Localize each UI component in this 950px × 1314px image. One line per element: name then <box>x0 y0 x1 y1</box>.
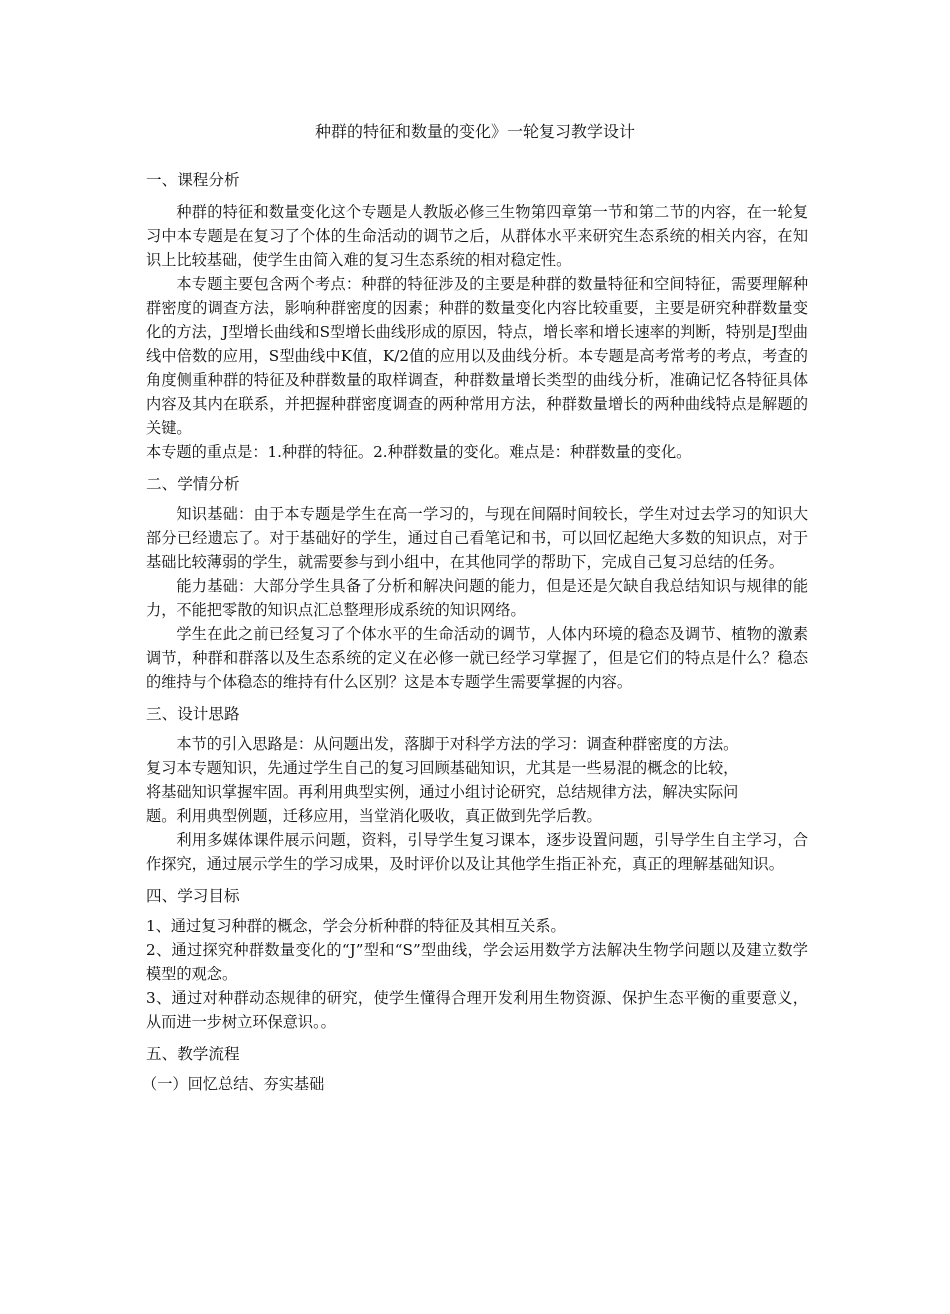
paragraph-line: 题。利用典型例题，迁移应用，当堂消化吸收，真正做到先学后教。 <box>146 807 602 825</box>
document-title: 种群的特征和数量的变化》一轮复习教学设计 <box>314 122 635 141</box>
objective-item: 2、通过探究种群数量变化的“J”型和“S”型曲线，学会运用数学方法解决生物学问题以及建立数学模型的观念。 <box>146 941 808 983</box>
paragraph: 本节的引入思路是：从问题出发，落脚于对科学方法的学习：调查种群密度的方法。 <box>176 735 739 753</box>
paragraph: 知识基础：由于本专题是学生在高一学习的，与现在间隔时间较长，学生对过去学习的知识大部分已经遗忘了。对于基础好的学生，通过自己看笔记和书，可以回忆起绝大多数的知识点，对于基础比较薄弱的学生，就需要参与到小组中，在其他同学的帮助下，完成自己复习总结的任务。 <box>146 505 808 571</box>
paragraph-line: 将基础知识掌握牢固。再利用典型实例，通过小组讨论研究，总结规律方法，解决实际问 <box>146 783 739 801</box>
document-body <box>142 168 808 1096</box>
subsection-heading: （一）回忆总结、夯实基础 <box>142 1075 325 1093</box>
section-heading-learning-objectives: 四、学习目标 <box>146 887 240 905</box>
paragraph-key-points: 本专题的重点是：1.种群的特征。2.种群数量的变化。难点是：种群数量的变化。 <box>146 443 692 461</box>
objective-item: 3、通过对种群动态规律的研究，使学生懂得合理开发利用生物资源、保护生态平衡的重要意义，从而进一步树立环保意识。。 <box>146 989 808 1031</box>
paragraph-line: 复习本专题知识，先通过学生自己的复习回顾基础知识，尤其是一些易混的概念的比较， <box>146 759 739 777</box>
paragraph: 利用多媒体课件展示问题，资料，引导学生复习课本，逐步设置问题，引导学生自主学习，合作探究，通过展示学生的学习成果，及时评价以及让其他学生指正补充，真正的理解基础知识。 <box>146 831 808 873</box>
section-heading-teaching-process: 五、教学流程 <box>146 1045 240 1063</box>
section-heading-course-analysis: 一、课程分析 <box>146 171 240 189</box>
paragraph: 能力基础：大部分学生具备了分析和解决问题的能力，但是还是欠缺自我总结知识与规律的能力，不能把零散的知识点汇总整理形成系统的知识网络。 <box>146 577 808 619</box>
paragraph: 种群的特征和数量变化这个专题是人教版必修三生物第四章第一节和第二节的内容，在一轮复习中本专题是在复习了个体的生命活动的调节之后，从群体水平来研究生态系统的相关内容，在知识上比较基础，使学生由简入难的复习生态系统的相对稳定性。 <box>146 203 808 269</box>
section-heading-design-idea: 三、设计思路 <box>146 705 240 723</box>
paragraph: 本专题主要包含两个考点：种群的特征涉及的主要是种群的数量特征和空间特征，需要理解种群密度的调查方法，影响种群密度的因素；种群的数量变化内容比较重要，主要是研究种群数量变化的方法，J型增长曲线和S型增长曲线形成的原因，特点，增长率和增长速率的判断，特别是J型曲线中倍数的应用，S型曲线中K值，K/2值的应用以及曲线分析。本专题是高考常考的考点，考查的角度侧重种群的特征及种群数量的取样调查，种群数量增长类型的曲线分析，准确记忆各特征具体内容及其内在联系，并把握种群密度调查的两种常用方法，种群数量增长的两种曲线特点是解题的关键。 <box>146 275 808 437</box>
paragraph: 学生在此之前已经复习了个体水平的生命活动的调节，人体内环境的稳态及调节、植物的激素调节，种群和群落以及生态系统的定义在必修一就已经学习掌握了，但是它们的特点是什么？稳态的维持与个体稳态的维持有什么区别？这是本专题学生需要掌握的内容。 <box>146 625 808 691</box>
objective-item: 1、通过复习种群的概念，学会分析种群的特征及其相互关系。 <box>146 917 566 935</box>
section-heading-student-analysis: 二、学情分析 <box>146 475 240 493</box>
